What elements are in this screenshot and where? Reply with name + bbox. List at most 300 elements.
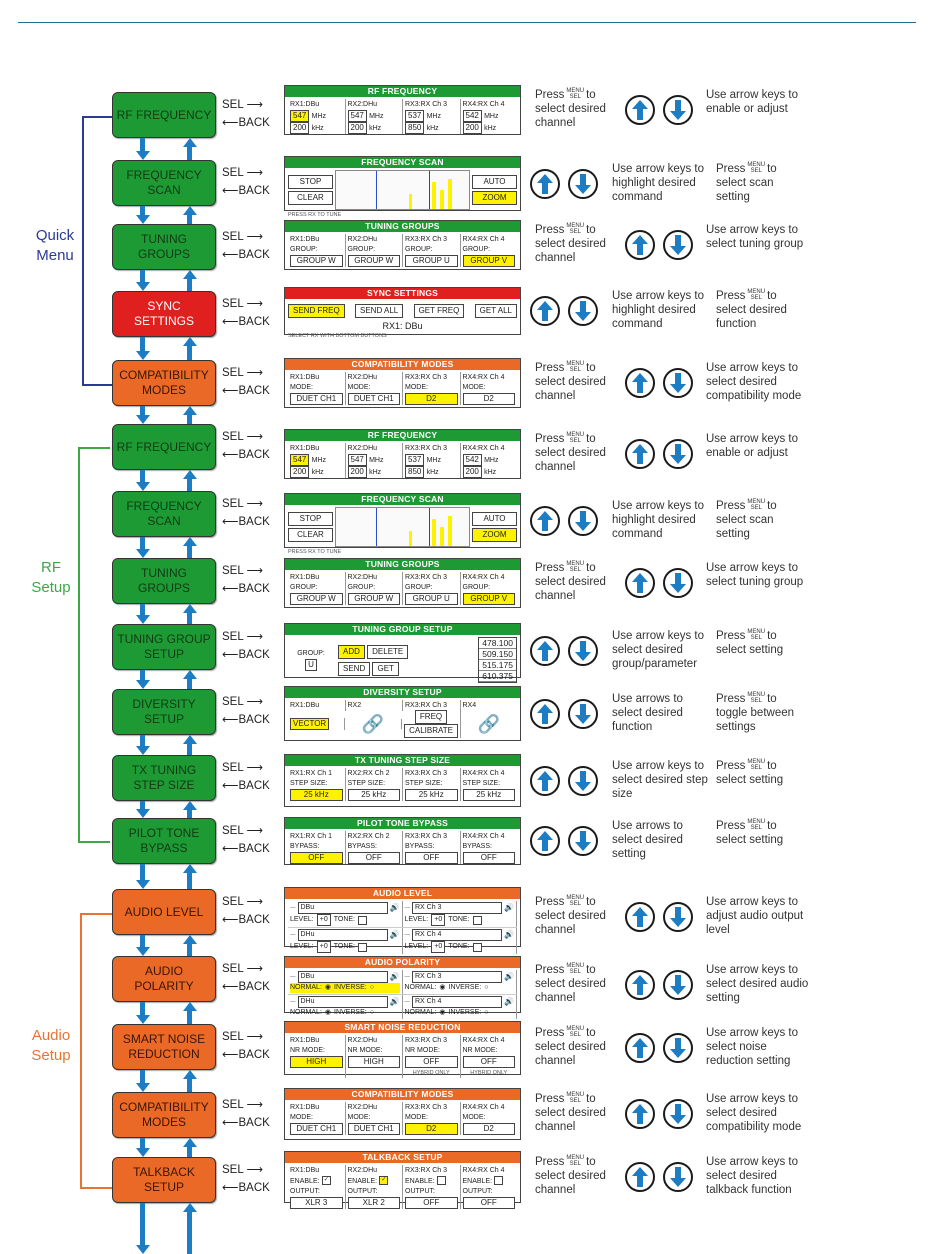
menu-sel-icon: MENU SEL xyxy=(566,223,585,235)
link-icon: 🔗 xyxy=(345,719,402,729)
back-label: BACK xyxy=(238,449,270,461)
mhz-field[interactable]: 547 xyxy=(348,110,367,122)
down-arrow-icon xyxy=(136,1015,150,1024)
down-connector xyxy=(140,138,145,151)
value-field[interactable]: GROUP V xyxy=(463,255,516,267)
up-arrow-icon xyxy=(183,864,197,873)
menu-sel-icon: MENU SEL xyxy=(566,88,585,100)
back-arrow-icon: ⟵ xyxy=(222,1049,239,1061)
down-key-icon xyxy=(568,699,598,729)
lcd-screen: COMPATIBILITY MODES RX1:DBu RX2:DHu RX3:RX Ch 3 RX4:RX Ch 4 MODE: DUET CH1 MODE: DUET CH1 MODE: D2 MODE: D2 xyxy=(284,1088,521,1140)
mhz-field[interactable]: 547 xyxy=(290,454,309,466)
level-field[interactable]: +0 xyxy=(317,941,331,953)
instruction-text: Press MENU SEL to select desired channel xyxy=(535,1155,606,1196)
up-arrow-icon xyxy=(183,406,197,415)
nav-box[interactable]: DIVERSITY SETUP xyxy=(112,689,216,735)
clear-button[interactable]: CLEAR xyxy=(288,528,333,542)
down-key-icon xyxy=(568,169,598,199)
lcd-screen xyxy=(284,156,521,218)
value-field[interactable]: GROUP W xyxy=(348,593,401,605)
down-key-icon xyxy=(568,766,598,796)
nav-box[interactable]: COMPATIBILITY MODES xyxy=(112,360,216,406)
back-label: BACK xyxy=(238,249,270,261)
sel-arrow-icon: ⟶ xyxy=(246,99,264,111)
get-button[interactable]: GET xyxy=(372,662,398,676)
khz-field[interactable]: 850 xyxy=(405,466,424,478)
value-field[interactable]: 25 kHz xyxy=(405,789,458,801)
sel-arrow-icon: ⟶ xyxy=(246,431,264,443)
up-connector xyxy=(187,546,192,558)
sel-arrow-icon: ⟶ xyxy=(246,1099,264,1111)
value-field[interactable]: 25 kHz xyxy=(348,789,401,801)
freq-button[interactable]: FREQ xyxy=(415,710,447,724)
back-arrow-icon: ⟵ xyxy=(222,516,239,528)
up-arrow-icon xyxy=(183,138,197,147)
down-connector xyxy=(140,735,145,746)
sel-arrow-icon: ⟶ xyxy=(246,167,264,179)
value-field[interactable]: D2 xyxy=(405,1123,458,1135)
down-arrow-icon xyxy=(136,215,150,224)
down-arrow-icon xyxy=(136,1083,150,1092)
instruction-text: Use arrow keys to select tuning group xyxy=(706,562,804,588)
lcd-screen xyxy=(284,287,521,339)
menu-sel-icon: MENU SEL xyxy=(747,499,766,511)
up-connector xyxy=(187,873,192,889)
down-arrow-icon xyxy=(136,151,150,160)
screen-title: TX TUNING STEP SIZE xyxy=(285,755,520,766)
menu-sel-icon: MENU SEL xyxy=(747,289,766,301)
freq-list-item[interactable]: 509.150 xyxy=(479,649,516,660)
mhz-field[interactable]: 537 xyxy=(405,454,424,466)
sel-arrow-icon: ⟶ xyxy=(246,963,264,975)
up-arrow-icon xyxy=(183,1138,197,1147)
sel-back-labels xyxy=(222,230,280,262)
up-key-icon xyxy=(625,439,655,469)
up-connector xyxy=(187,147,192,160)
khz-field[interactable]: 200 xyxy=(290,466,309,478)
back-arrow-icon: ⟵ xyxy=(222,914,239,926)
down-arrow-icon xyxy=(136,809,150,818)
up-arrow-icon xyxy=(183,1002,197,1011)
freq-list-item[interactable]: 515.175 xyxy=(479,660,516,671)
menu-sel-icon: MENU SEL xyxy=(566,1092,585,1104)
nav-box[interactable]: TUNING GROUPS xyxy=(112,224,216,270)
nav-box[interactable]: FREQUENCY SCAN xyxy=(112,491,216,537)
sync-button[interactable]: GET ALL xyxy=(475,304,517,318)
value-field[interactable]: GROUP W xyxy=(290,593,343,605)
nav-box[interactable]: PILOT TONE BYPASS xyxy=(112,818,216,864)
up-key-icon xyxy=(625,230,655,260)
value-field[interactable]: D2 xyxy=(405,393,458,405)
down-key-icon xyxy=(663,1099,693,1129)
nav-box[interactable]: SYNC SETTINGS xyxy=(112,291,216,337)
screen-title: AUDIO POLARITY xyxy=(285,957,520,968)
down-arrow-icon xyxy=(136,482,150,491)
instruction-text: Use arrow keys to highlight desired command xyxy=(612,163,705,203)
instruction-text: Press MENU SEL to select setting xyxy=(716,819,784,846)
rx-label: RX2:DHu xyxy=(346,234,404,245)
tone-checkbox[interactable] xyxy=(473,943,482,952)
sync-button[interactable]: GET FREQ xyxy=(414,304,465,318)
instruction-text: Use arrows to select desired setting xyxy=(612,820,683,860)
back-label: BACK xyxy=(238,1117,270,1129)
screen-title: FREQUENCY SCAN xyxy=(285,157,520,168)
sel-back-labels xyxy=(222,824,280,856)
down-arrow-icon xyxy=(136,282,150,291)
up-arrow-icon xyxy=(183,735,197,744)
sel-label: SEL xyxy=(222,231,244,243)
down-connector xyxy=(140,537,145,549)
up-key-icon xyxy=(530,636,560,666)
rx-label: RX1:DBu xyxy=(288,99,346,110)
up-key-icon xyxy=(625,1033,655,1063)
sel-label: SEL xyxy=(222,631,244,643)
value-field[interactable]: DUET CH1 xyxy=(348,1123,401,1135)
nav-box[interactable]: COMPATIBILITY MODES xyxy=(112,1092,216,1138)
speaker-icon: 🔊 xyxy=(504,997,514,1006)
clear-button[interactable]: CLEAR xyxy=(288,191,333,205)
sync-hint: SELECT RX WITH BOTTOM BUTTONS xyxy=(288,333,387,339)
sel-label: SEL xyxy=(222,963,244,975)
up-key-icon xyxy=(530,766,560,796)
nav-box[interactable]: TX TUNING STEP SIZE xyxy=(112,755,216,801)
rx-label: RX3:RX Ch 3 xyxy=(403,572,461,583)
sel-back-labels xyxy=(222,297,280,329)
up-key-icon xyxy=(530,699,560,729)
down-arrow-icon xyxy=(136,880,150,889)
khz-field[interactable]: 200 xyxy=(463,466,482,478)
back-label: BACK xyxy=(238,583,270,595)
nav-box[interactable]: RF FREQUENCY xyxy=(112,424,216,470)
up-connector xyxy=(187,1011,192,1024)
nav-box[interactable]: AUDIO LEVEL xyxy=(112,889,216,935)
value-field[interactable]: OFF xyxy=(463,852,516,864)
back-arrow-icon: ⟵ xyxy=(222,981,239,993)
rx-label: RX2:DHu xyxy=(346,1102,404,1113)
rx-label: RX1:RX Ch 1 xyxy=(288,831,346,842)
add-button[interactable]: ADD xyxy=(338,645,365,659)
value-field[interactable]: D2 xyxy=(463,1123,516,1135)
rx-label: RX4:RX Ch 4 xyxy=(462,1037,505,1044)
instruction-text: Press MENU SEL to select desired channel xyxy=(535,895,606,936)
khz-field[interactable]: 200 xyxy=(463,122,482,134)
audio-channel: DBu xyxy=(298,902,388,914)
output-field[interactable]: OFF xyxy=(463,1197,516,1209)
instruction-text: Press MENU SEL to select desired channel xyxy=(535,223,606,264)
rx-label: RX2:RX Ch 2 xyxy=(346,831,404,842)
sel-back-labels xyxy=(222,1030,280,1062)
screen-title: COMPATIBILITY MODES xyxy=(285,359,520,370)
rx-label: RX3:RX Ch 3 xyxy=(403,1165,461,1176)
down-connector xyxy=(140,801,145,809)
value-field[interactable]: GROUP W xyxy=(290,255,343,267)
nav-box[interactable]: TUNING GROUPS xyxy=(112,558,216,604)
rx-label: RX3:RX Ch 3 xyxy=(403,1035,461,1046)
lcd-screen: SMART NOISE REDUCTION RX1:DBu RX2:DHu RX3:RX Ch 3 RX4:RX Ch 4 NR MODE: HIGH NR MODE: HIGH NR MODE: OFF HYBRID ONLY NR MODE: OFF HYBRID ONLY xyxy=(284,1021,521,1075)
rx-label: RX4:RX Ch 4 xyxy=(462,833,505,840)
up-connector xyxy=(187,1147,192,1157)
rx-label: RX1:DBu xyxy=(288,572,346,583)
down-arrow-icon xyxy=(136,746,150,755)
value-field[interactable]: GROUP U xyxy=(405,255,458,267)
sync-button[interactable]: SEND ALL xyxy=(355,304,403,318)
down-key-icon xyxy=(568,636,598,666)
stop-button[interactable]: STOP xyxy=(288,512,333,526)
zoom-button[interactable]: ZOOM xyxy=(472,528,517,542)
screen-title: PILOT TONE BYPASS xyxy=(285,818,520,829)
tone-checkbox[interactable] xyxy=(358,943,367,952)
scan-hint: PRESS RX TO TUNE xyxy=(288,549,342,555)
rx-label: RX4:RX Ch 4 xyxy=(462,236,505,243)
nav-box[interactable]: RF FREQUENCY xyxy=(112,92,216,138)
screen-title: TUNING GROUPS xyxy=(285,559,520,570)
instruction-text: Press MENU SEL to select desired function xyxy=(716,289,787,330)
down-connector xyxy=(140,604,145,615)
instruction-text: Use arrow keys to highlight desired command xyxy=(612,290,705,330)
value-field[interactable]: 25 kHz xyxy=(290,789,343,801)
rx-label: RX2 xyxy=(346,700,404,711)
menu-sel-icon: MENU SEL xyxy=(747,162,766,174)
khz-field[interactable]: 850 xyxy=(405,122,424,134)
rx-label: RX4:RX Ch 4 xyxy=(462,1167,505,1174)
up-connector xyxy=(187,679,192,689)
up-arrow-icon xyxy=(183,1070,197,1079)
up-arrow-icon xyxy=(183,206,197,215)
khz-field[interactable]: 200 xyxy=(290,122,309,134)
sel-label: SEL xyxy=(222,367,244,379)
enable-checkbox[interactable]: ✓ xyxy=(381,1177,387,1184)
lcd-screen: COMPATIBILITY MODES RX1:DBu RX2:DHu RX3:RX Ch 3 RX4:RX Ch 4 MODE: DUET CH1 MODE: DUET CH1 MODE: D2 MODE: D2 xyxy=(284,358,521,408)
freq-list-item[interactable]: 478.100 xyxy=(479,638,516,649)
down-connector xyxy=(140,1138,145,1148)
menu-sel-icon: MENU SEL xyxy=(747,629,766,641)
group-select[interactable]: U xyxy=(305,659,317,671)
rx-label: RX1:DBu xyxy=(288,234,346,245)
nav-box[interactable]: SMART NOISE REDUCTION xyxy=(112,1024,216,1070)
sel-arrow-icon: ⟶ xyxy=(246,1031,264,1043)
sel-back-labels xyxy=(222,895,280,927)
audio-channel: RX Ch 4 xyxy=(412,929,502,941)
enable-checkbox[interactable] xyxy=(494,1176,503,1185)
back-label: BACK xyxy=(238,385,270,397)
nav-box[interactable]: AUDIO POLARITY xyxy=(112,956,216,1002)
up-connector xyxy=(187,279,192,291)
rx-label: RX2:DHu xyxy=(346,572,404,583)
sel-label: SEL xyxy=(222,298,244,310)
enable-checkbox[interactable]: ✓ xyxy=(323,1177,329,1184)
speaker-icon: 🔊 xyxy=(389,930,400,939)
down-key-icon xyxy=(663,970,693,1000)
sel-label: SEL xyxy=(222,1031,244,1043)
nav-box[interactable]: TUNING GROUP SETUP xyxy=(112,624,216,670)
value-field[interactable]: D2 xyxy=(463,393,516,405)
lcd-screen xyxy=(284,493,521,555)
value-field[interactable]: OFF xyxy=(405,852,458,864)
level-field[interactable]: +0 xyxy=(431,941,445,953)
auto-button[interactable]: AUTO xyxy=(472,512,517,526)
mhz-field[interactable]: 547 xyxy=(348,454,367,466)
khz-field[interactable]: 200 xyxy=(348,466,367,478)
up-key-icon xyxy=(625,568,655,598)
scan-plot xyxy=(335,170,470,210)
auto-button[interactable]: AUTO xyxy=(472,175,517,189)
nav-box[interactable]: FREQUENCY SCAN xyxy=(112,160,216,206)
screen-title: AUDIO LEVEL xyxy=(285,888,520,899)
back-arrow-icon: ⟵ xyxy=(222,185,239,197)
instruction-text: Use arrow keys to select tuning group xyxy=(706,224,804,250)
value-field[interactable]: OFF xyxy=(290,852,343,864)
back-label: BACK xyxy=(238,780,270,792)
rx-label: RX4 xyxy=(462,702,477,709)
back-arrow-icon: ⟵ xyxy=(222,1117,239,1129)
value-field[interactable]: OFF xyxy=(463,1056,516,1068)
value-field[interactable]: GROUP W xyxy=(348,255,401,267)
mhz-field[interactable]: 547 xyxy=(290,110,309,122)
sync-button[interactable]: SEND FREQ xyxy=(288,304,345,318)
nav-box[interactable]: TALKBACK SETUP xyxy=(112,1157,216,1203)
up-key-icon xyxy=(625,1099,655,1129)
screen-title: SMART NOISE REDUCTION xyxy=(285,1022,520,1033)
up-arrow-icon xyxy=(183,1203,197,1212)
instruction-text: Press MENU SEL to select desired channel xyxy=(535,561,606,602)
down-arrow-icon xyxy=(136,351,150,360)
up-arrow-icon xyxy=(183,801,197,810)
stop-button[interactable]: STOP xyxy=(288,175,333,189)
sel-arrow-icon: ⟶ xyxy=(246,231,264,243)
sync-rx: RX1: DBu xyxy=(382,321,423,331)
rx-label: RX3:RX Ch 3 xyxy=(403,768,461,779)
value-field[interactable]: OFF xyxy=(405,1056,458,1068)
screen-title: FREQUENCY SCAN xyxy=(285,494,520,505)
back-arrow-icon: ⟵ xyxy=(222,449,239,461)
value-field[interactable]: HIGH xyxy=(348,1056,401,1068)
down-key-icon xyxy=(568,296,598,326)
zoom-button[interactable]: ZOOM xyxy=(472,191,517,205)
value-field[interactable]: OFF xyxy=(348,852,401,864)
back-label: BACK xyxy=(238,516,270,528)
instruction-text: Press MENU SEL to select desired channel xyxy=(535,88,606,129)
rx-label: RX3:RX Ch 3 xyxy=(403,443,461,454)
down-connector xyxy=(140,206,145,215)
instruction-text: Use arrow keys to select desired audio setting xyxy=(706,964,809,1004)
up-arrow-icon xyxy=(183,337,197,346)
level-field[interactable]: +0 xyxy=(431,914,445,926)
output-field[interactable]: XLR 3 xyxy=(290,1197,343,1209)
sel-back-labels xyxy=(222,98,280,130)
vector-field[interactable]: VECTOR xyxy=(290,718,329,730)
up-key-icon xyxy=(530,506,560,536)
up-connector xyxy=(187,1212,192,1254)
khz-field[interactable]: 200 xyxy=(348,122,367,134)
screen-title: RF FREQUENCY xyxy=(285,430,520,441)
up-key-icon xyxy=(530,169,560,199)
sel-label: SEL xyxy=(222,431,244,443)
sel-arrow-icon: ⟶ xyxy=(246,631,264,643)
lcd-screen: AUDIO LEVEL — DBu 🔊 LEVEL: +0 TONE: — RX Ch 3 🔊 LEVEL: +0 TONE: — DHu 🔊 LEVEL: +0 TONE: — RX Ch 4 🔊 LEVEL: +0 TONE: xyxy=(284,887,521,947)
lcd-screen: TUNING GROUPS RX1:DBu RX2:DHu RX3:RX Ch 3 RX4:RX Ch 4 GROUP: GROUP W GROUP: GROUP W GROUP: GROUP U GROUP: GROUP V xyxy=(284,558,521,608)
mhz-field[interactable]: 542 xyxy=(463,454,482,466)
back-label: BACK xyxy=(238,714,270,726)
output-field[interactable]: OFF xyxy=(405,1197,458,1209)
menu-sel-icon: MENU SEL xyxy=(566,432,585,444)
up-key-icon xyxy=(625,970,655,1000)
calibrate-button[interactable]: CALIBRATE xyxy=(404,724,458,738)
down-arrow-icon xyxy=(136,615,150,624)
delete-button[interactable]: DELETE xyxy=(367,645,408,659)
rf-setup-label: RF Setup xyxy=(31,559,71,596)
mhz-field[interactable]: 542 xyxy=(463,110,482,122)
up-key-icon xyxy=(625,95,655,125)
level-field[interactable]: +0 xyxy=(317,914,331,926)
tone-checkbox[interactable] xyxy=(473,916,482,925)
rx-label: RX2:RX Ch 2 xyxy=(346,768,404,779)
speaker-icon: 🔊 xyxy=(389,997,400,1006)
rx-label: RX4:RX Ch 4 xyxy=(462,770,505,777)
audio-setup-bracket xyxy=(80,913,112,1189)
value-field[interactable]: GROUP V xyxy=(463,593,516,605)
down-key-icon xyxy=(663,230,693,260)
output-field[interactable]: XLR 2 xyxy=(348,1197,401,1209)
up-connector xyxy=(187,1079,192,1092)
up-connector xyxy=(187,415,192,424)
speaker-icon: 🔊 xyxy=(504,972,514,981)
audio-channel: DBu xyxy=(298,971,388,983)
down-connector xyxy=(140,337,145,351)
value-field[interactable]: 25 kHz xyxy=(463,789,516,801)
instruction-text: Press MENU SEL to select desired channel xyxy=(535,432,606,473)
back-label: BACK xyxy=(238,117,270,129)
screen-title: SYNC SETTINGS xyxy=(285,288,520,299)
value-field[interactable]: HIGH xyxy=(290,1056,343,1068)
down-connector xyxy=(140,670,145,680)
value-field[interactable]: GROUP U xyxy=(405,593,458,605)
sel-arrow-icon: ⟶ xyxy=(246,367,264,379)
sel-label: SEL xyxy=(222,498,244,510)
instruction-text: Press MENU SEL to select setting xyxy=(716,629,784,656)
enable-checkbox[interactable] xyxy=(437,1176,446,1185)
sel-label: SEL xyxy=(222,896,244,908)
header-rule xyxy=(18,22,916,23)
tone-checkbox[interactable] xyxy=(358,916,367,925)
sel-back-labels xyxy=(222,166,280,198)
rx-label: RX1:DBu xyxy=(288,443,346,454)
sel-label: SEL xyxy=(222,825,244,837)
up-key-icon xyxy=(625,902,655,932)
mhz-field[interactable]: 537 xyxy=(405,110,424,122)
rx-label: RX1:RX Ch 1 xyxy=(288,768,346,779)
back-label: BACK xyxy=(238,914,270,926)
value-field[interactable]: DUET CH1 xyxy=(290,1123,343,1135)
freq-list-item[interactable]: 610.375 xyxy=(479,671,516,682)
down-key-icon xyxy=(663,439,693,469)
menu-sel-icon: MENU SEL xyxy=(566,1026,585,1038)
back-arrow-icon: ⟵ xyxy=(222,117,239,129)
rx-label: RX3:RX Ch 3 xyxy=(403,700,461,711)
sel-back-labels xyxy=(222,366,280,398)
rf-setup-bracket xyxy=(78,447,110,843)
lcd-screen: TALKBACK SETUP RX1:DBu RX2:DHu RX3:RX Ch 3 RX4:RX Ch 4 ENABLE: ✓ ENABLE: ✓ ENABLE: ENABLE: OUTPUT: XLR 3 OUTPUT: XLR 2 OUTPUT: OFF OUTPUT: OFF xyxy=(284,1151,521,1203)
down-connector xyxy=(140,1070,145,1083)
value-field[interactable]: DUET CH1 xyxy=(348,393,401,405)
rx-label: RX1:DBu xyxy=(288,1165,346,1176)
down-arrow-icon xyxy=(136,549,150,558)
send-button[interactable]: SEND xyxy=(338,662,370,676)
instruction-text: Use arrow keys to enable or adjust xyxy=(706,89,799,115)
value-field[interactable]: DUET CH1 xyxy=(290,393,343,405)
speaker-icon: 🔊 xyxy=(389,903,400,912)
instruction-text: Press MENU SEL to select setting xyxy=(716,759,784,786)
sel-arrow-icon: ⟶ xyxy=(246,825,264,837)
